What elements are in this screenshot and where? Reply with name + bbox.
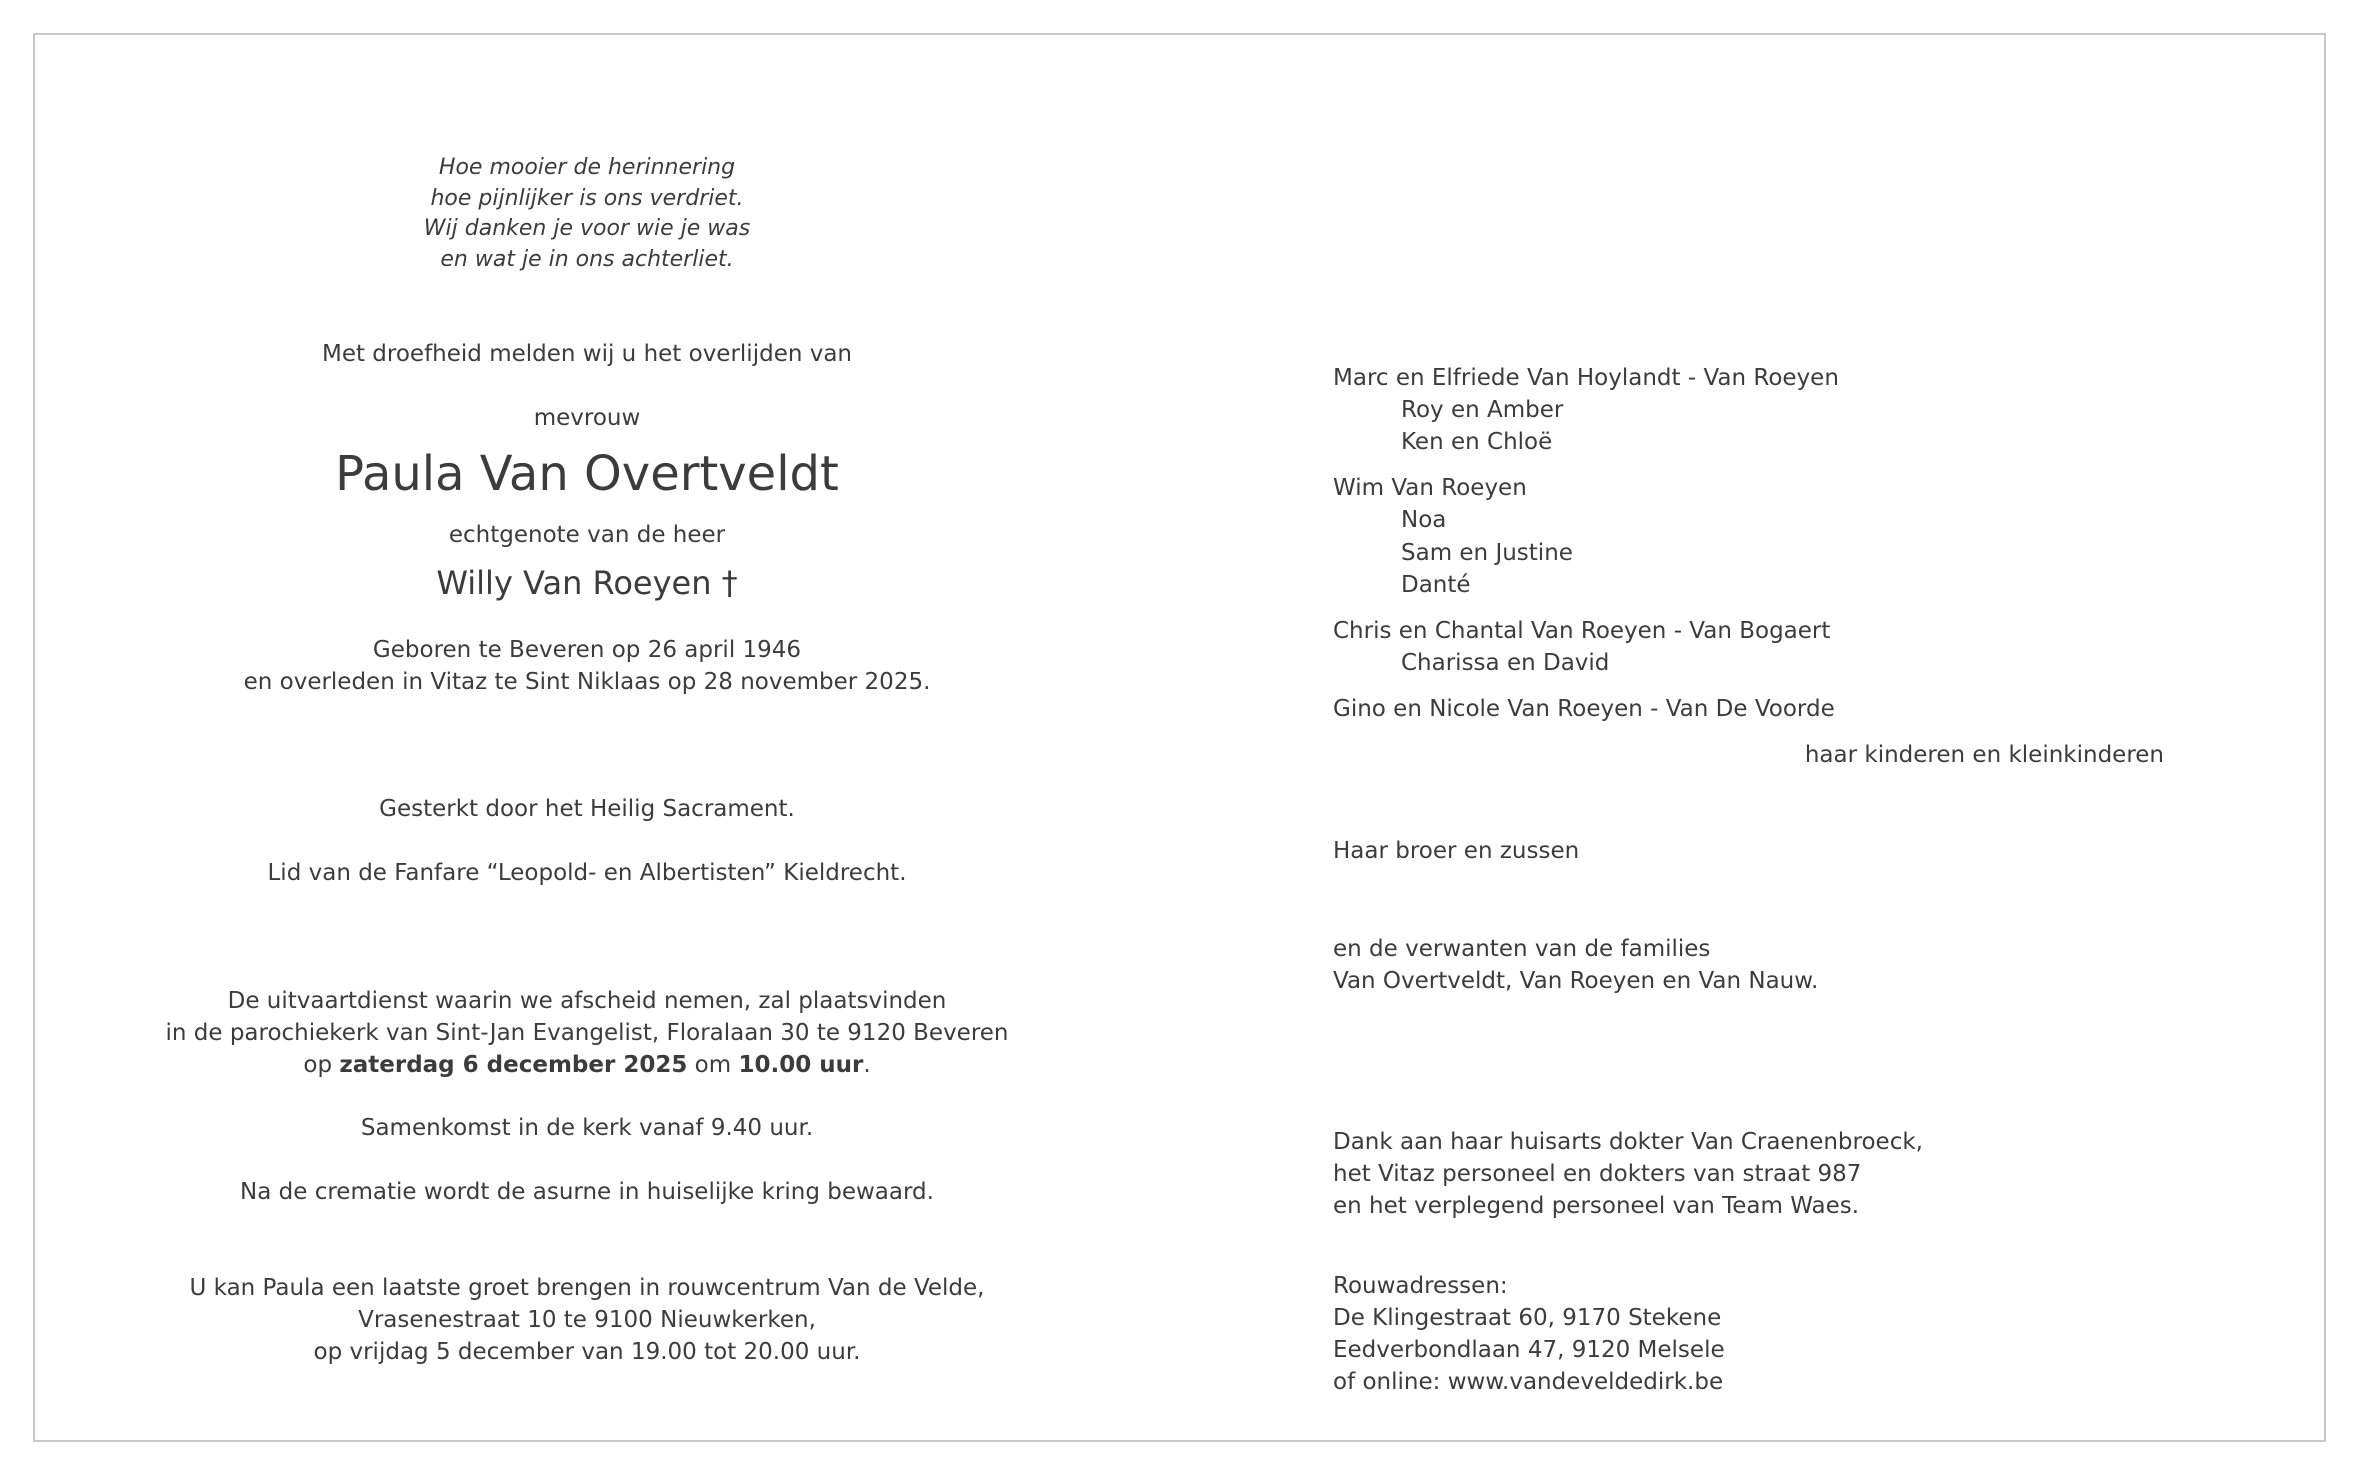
family-grandchildren: Charissa en David [1401,650,1610,676]
death-info: en overleden in Vitaz te Sint Niklaas op 28 november 2025. [243,669,931,695]
visitation-line: op vrijdag 5 december van 19.00 tot 20.00 uur. [313,1339,861,1365]
obituary-card [33,33,2326,1442]
membership-line: Lid van de Fanfare “Leopold- en Albertisten” Kieldrecht. [267,860,907,886]
family-parents: Chris en Chantal Van Roeyen - Van Bogaert [1333,618,1831,644]
funeral-date-mid: om [687,1052,739,1078]
family-grandchildren: Ken en Chloë [1401,429,1553,455]
poem-line: en wat je in ons achterliet. [440,247,734,272]
relatives-line: Van Overtveldt, Van Roeyen en Van Nauw. [1333,968,1819,994]
family-grandchildren: Sam en Justine [1401,540,1573,566]
gathering-line: Samenkomst in de kerk vanaf 9.40 uur. [360,1115,814,1141]
address-line: Eedverbondlaan 47, 9120 Melsele [1333,1337,1725,1363]
poem-line: Hoe mooier de herinnering [438,155,736,180]
spouse-intro: echtgenote van de heer [448,522,726,548]
funeral-line: in de parochiekerk van Sint-Jan Evangelist, Floralaan 30 te 9120 Beveren [165,1020,1009,1046]
website-line: of online: www.vandeveldedirk.be [1333,1369,1724,1395]
spouse-name: Willy Van Roeyen † [436,564,738,602]
family-parents: Marc en Elfriede Van Hoylandt - Van Roeyen [1333,365,1839,391]
siblings-line: Haar broer en zussen [1333,838,1580,864]
family-caption: haar kinderen en kleinkinderen [1804,742,2164,768]
funeral-time: 10.00 uur [738,1052,864,1078]
family-parents: Wim Van Roeyen [1333,475,1527,501]
thanks-line: en het verplegend personeel van Team Waes. [1333,1193,1860,1219]
thanks-line: Dank aan haar huisarts dokter Van Craenenbroeck, [1333,1129,1923,1155]
poem-line: hoe pijnlijker is ons verdriet. [430,186,744,211]
funeral-date-line [303,1049,870,1081]
deceased-name: Paula Van Overtveldt [335,446,839,502]
funeral-date-prefix: op [303,1052,340,1078]
family-parents: Gino en Nicole Van Roeyen - Van De Voorde [1333,696,1835,722]
cremation-line: Na de crematie wordt de asurne in huiselijke kring bewaard. [240,1179,934,1205]
sacrament-line: Gesterkt door het Heilig Sacrament. [379,796,795,822]
family-grandchildren: Danté [1401,572,1471,598]
funeral-line: De uitvaartdienst waarin we afscheid nemen, zal plaatsvinden [227,988,947,1014]
addresses-heading: Rouwadressen: [1333,1273,1508,1299]
family-grandchildren: Roy en Amber [1401,397,1564,423]
title: mevrouw [533,405,641,431]
family-grandchildren: Noa [1401,507,1447,533]
address-line: De Klingestraat 60, 9170 Stekene [1333,1305,1722,1331]
thanks-line: het Vitaz personeel en dokters van straat 987 [1333,1161,1862,1187]
announcement: Met droefheid melden wij u het overlijden van [321,341,853,367]
birth-info: Geboren te Beveren op 26 april 1946 [372,637,802,663]
visitation-line: U kan Paula een laatste groet brengen in rouwcentrum Van de Velde, [189,1275,985,1301]
poem-line: Wij danken je voor wie je was [423,216,751,241]
funeral-date-end: . [863,1052,871,1078]
visitation-line: Vrasenestraat 10 te 9100 Nieuwkerken, [358,1307,816,1333]
relatives-line: en de verwanten van de families [1333,936,1711,962]
funeral-date: zaterdag 6 december 2025 [339,1052,688,1078]
